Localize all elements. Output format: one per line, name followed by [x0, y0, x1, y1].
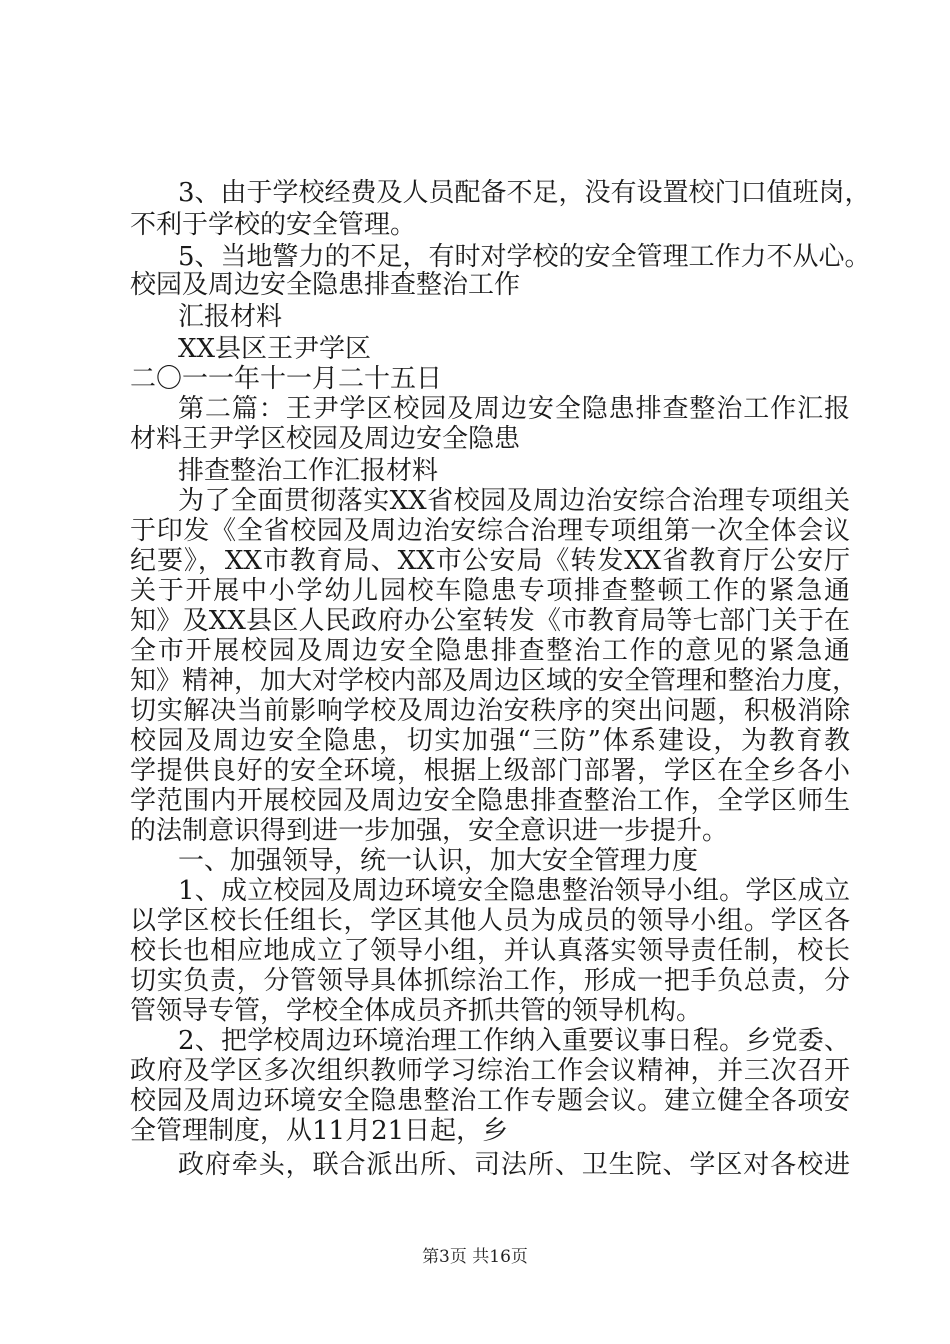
text-line: 政府牵头，联合派出所、司法所、卫生院、学区对各校进	[178, 1150, 850, 1180]
text-line: 1、成立校园及周边环境安全隐患整治领导小组。学区成立	[178, 876, 850, 906]
text-line: 学范围内开展校园及周边安全隐患排查整治工作，全学区师生	[130, 786, 850, 816]
text-line: 校长也相应地成立了领导小组，并认真落实领导责任制，校长	[130, 936, 850, 966]
text-line: 全市开展校园及周边安全隐患排查整治工作的意见的紧急通	[130, 636, 850, 666]
text-line: 不利于学校的安全管理。	[130, 210, 417, 240]
text-line: 5、当地警力的不足，有时对学校的安全管理工作力不从心。	[178, 242, 871, 272]
text-line: 校园及周边环境安全隐患整治工作专题会议。建立健全各项安	[130, 1086, 850, 1116]
text-line: 知》及XX县区人民政府办公室转发《市教育局等七部门关于在	[130, 606, 850, 636]
text-line: 汇报材料	[178, 302, 283, 332]
text-line: 纪要》，XX市教育局、XX市公安局《转发XX省教育厅公安厅	[130, 546, 850, 576]
text-line: 知》精神，加大对学校内部及周边区域的安全管理和整治力度，	[130, 666, 859, 696]
page-footer: 第3页 共16页	[422, 1247, 528, 1267]
text-line: 3、由于学校经费及人员配备不足，没有设置校门口值班岗，	[178, 178, 871, 208]
text-line: 关于开展中小学幼儿园校车隐患专项排查整顿工作的紧急通	[130, 576, 850, 606]
text-line: 于印发《全省校园及周边治安综合治理专项组第一次全体会议	[130, 516, 850, 546]
text-line: 二〇一一年十一月二十五日	[130, 364, 443, 394]
text-line: 材料王尹学区校园及周边安全隐患	[130, 424, 521, 454]
text-line: 一、加强领导，统一认识，加大安全管理力度	[178, 846, 699, 876]
text-line: 排查整治工作汇报材料	[178, 456, 439, 486]
text-line: 政府及学区多次组织教师学习综治工作会议精神，并三次召开	[130, 1056, 850, 1086]
text-line: 第二篇：王尹学区校园及周边安全隐患排查整治工作汇报	[178, 394, 850, 424]
text-line: 全管理制度，从11月21日起，乡	[130, 1116, 509, 1146]
text-line: 的法制意识得到进一步加强，安全意识进一步提升。	[130, 816, 729, 846]
text-line: 切实解决当前影响学校及周边治安秩序的突出问题，积极消除	[130, 696, 850, 726]
text-line: 以学区校长任组长，学区其他人员为成员的领导小组。学区各	[130, 906, 850, 936]
text-line: 校园及周边安全隐患排查整治工作	[130, 270, 521, 300]
text-line: 校园及周边安全隐患，切实加强“三防”体系建设，为教育教	[130, 726, 850, 756]
text-line: 管领导专管，学校全体成员齐抓共管的领导机构。	[130, 996, 703, 1026]
text-line: 为了全面贯彻落实XX省校园及周边治安综合治理专项组关	[178, 486, 850, 516]
text-line: XX县区王尹学区	[178, 334, 372, 364]
text-line: 2、把学校周边环境治理工作纳入重要议事日程。乡党委、	[178, 1026, 850, 1056]
text-line: 切实负责，分管领导具体抓综治工作，形成一把手负总责，分	[130, 966, 850, 996]
text-line: 学提供良好的安全环境，根据上级部门部署，学区在全乡各小	[130, 756, 850, 786]
